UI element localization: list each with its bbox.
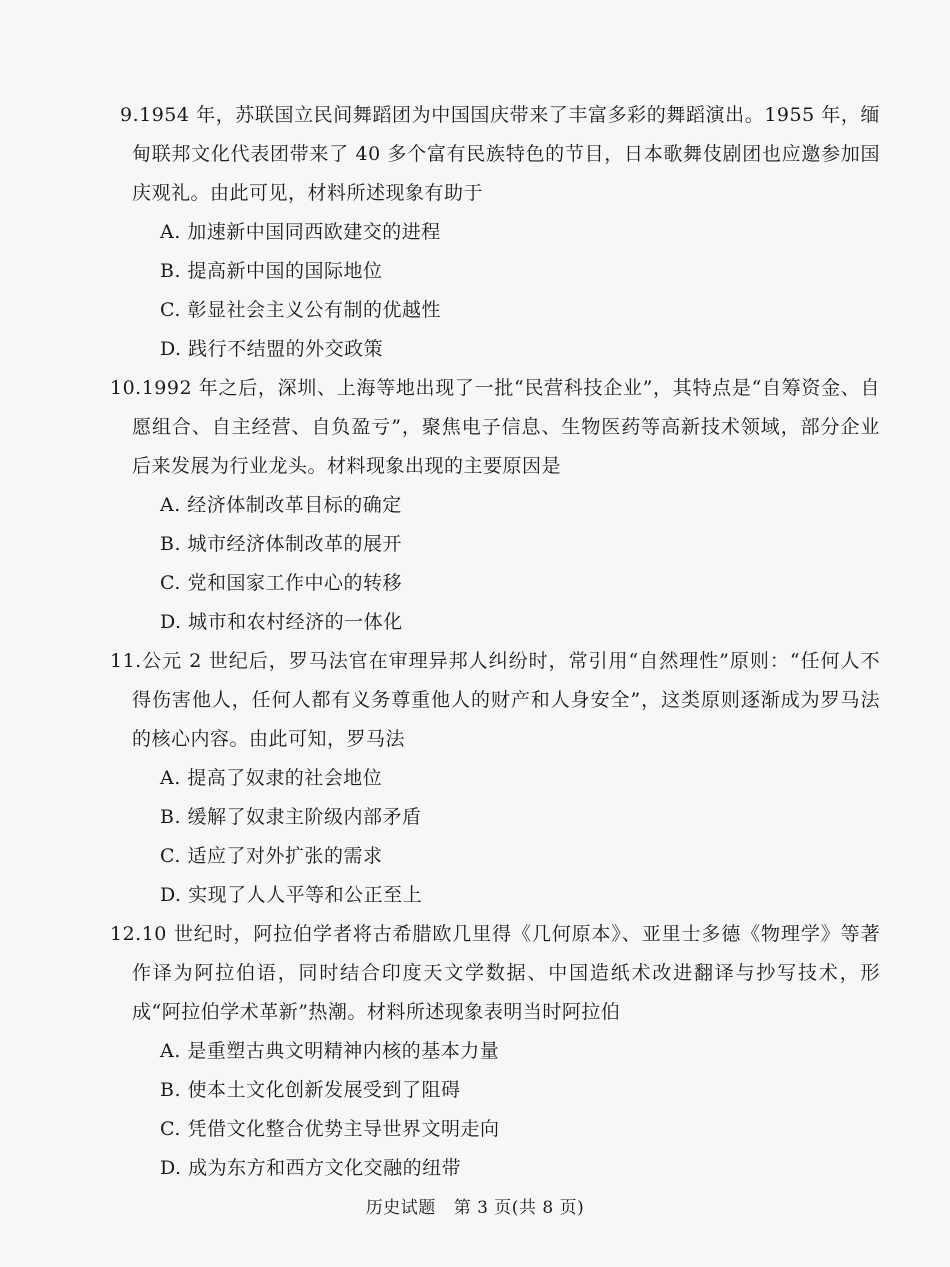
question-stem: 10.1992 年之后，深圳、上海等地出现了一批“民营科技企业”，其特点是“自筹资金、自愿组合、自主经营、自负盈亏”，聚焦电子信息、生物医药等高新技术领域，部分企业后来发展为行业龙头。材料现象出现的主要原因是	[110, 377, 880, 477]
option-list	[132, 1032, 880, 1188]
question-12	[110, 915, 880, 1188]
option-b: B. 提高新中国的国际地位	[160, 260, 383, 282]
option-c: C. 彰显社会主义公有制的优越性	[160, 299, 441, 321]
question-stem: 12.10 世纪时，阿拉伯学者将古希腊欧几里得《几何原本》、亚里士多德《物理学》等著作译为阿拉伯语，同时结合印度天文学数据、中国造纸术改进翻译与抄写技术，形成“阿拉伯学术革新”热潮。材料所述现象表明当时阿拉伯	[110, 923, 880, 1023]
option-a: A. 提高了奴隶的社会地位	[160, 767, 383, 789]
option-d: D. 践行不结盟的外交政策	[160, 338, 384, 360]
question-stem: 9.1954 年，苏联国立民间舞蹈团为中国国庆带来了丰富多彩的舞蹈演出。1955 年，缅甸联邦文化代表团带来了 40 多个富有民族特色的节目，日本歌舞伎剧团也应邀参加国庆观礼。由此可见，材料所述现象有助于	[120, 104, 880, 204]
option-a: A. 经济体制改革目标的确定	[160, 494, 402, 516]
option-list	[132, 759, 880, 915]
question-stem: 11.公元 2 世纪后，罗马法官在审理异邦人纠纷时，常引用“自然理性”原则：“任何人不得伤害他人，任何人都有义务尊重他人的财产和人身安全”，这类原则逐渐成为罗马法的核心内容。由此可知，罗马法	[110, 650, 880, 750]
option-a: A. 是重塑古典文明精神内核的基本力量	[160, 1040, 500, 1062]
page-footer	[0, 1193, 950, 1218]
option-b: B. 缓解了奴隶主阶级内部矛盾	[160, 806, 422, 828]
option-d: D. 实现了人人平等和公正至上	[160, 884, 423, 906]
option-c: C. 党和国家工作中心的转移	[160, 572, 402, 594]
option-list	[132, 213, 880, 369]
footer-page-number: 第 3 页(共 8 页)	[453, 1198, 585, 1218]
option-b: B. 使本土文化创新发展受到了阻碍	[160, 1079, 461, 1101]
option-d: D. 城市和农村经济的一体化	[160, 611, 403, 633]
option-a: A. 加速新中国同西欧建交的进程	[160, 221, 441, 243]
option-d: D. 成为东方和西方文化交融的纽带	[160, 1157, 462, 1179]
option-c: C. 凭借文化整合优势主导世界文明走向	[160, 1118, 500, 1140]
option-b: B. 城市经济体制改革的展开	[160, 533, 403, 555]
option-list	[132, 486, 880, 642]
question-11	[110, 642, 880, 915]
footer-subject: 历史试题	[365, 1198, 436, 1218]
question-10	[110, 369, 880, 642]
question-9	[120, 96, 880, 369]
option-c: C. 适应了对外扩张的需求	[160, 845, 383, 867]
